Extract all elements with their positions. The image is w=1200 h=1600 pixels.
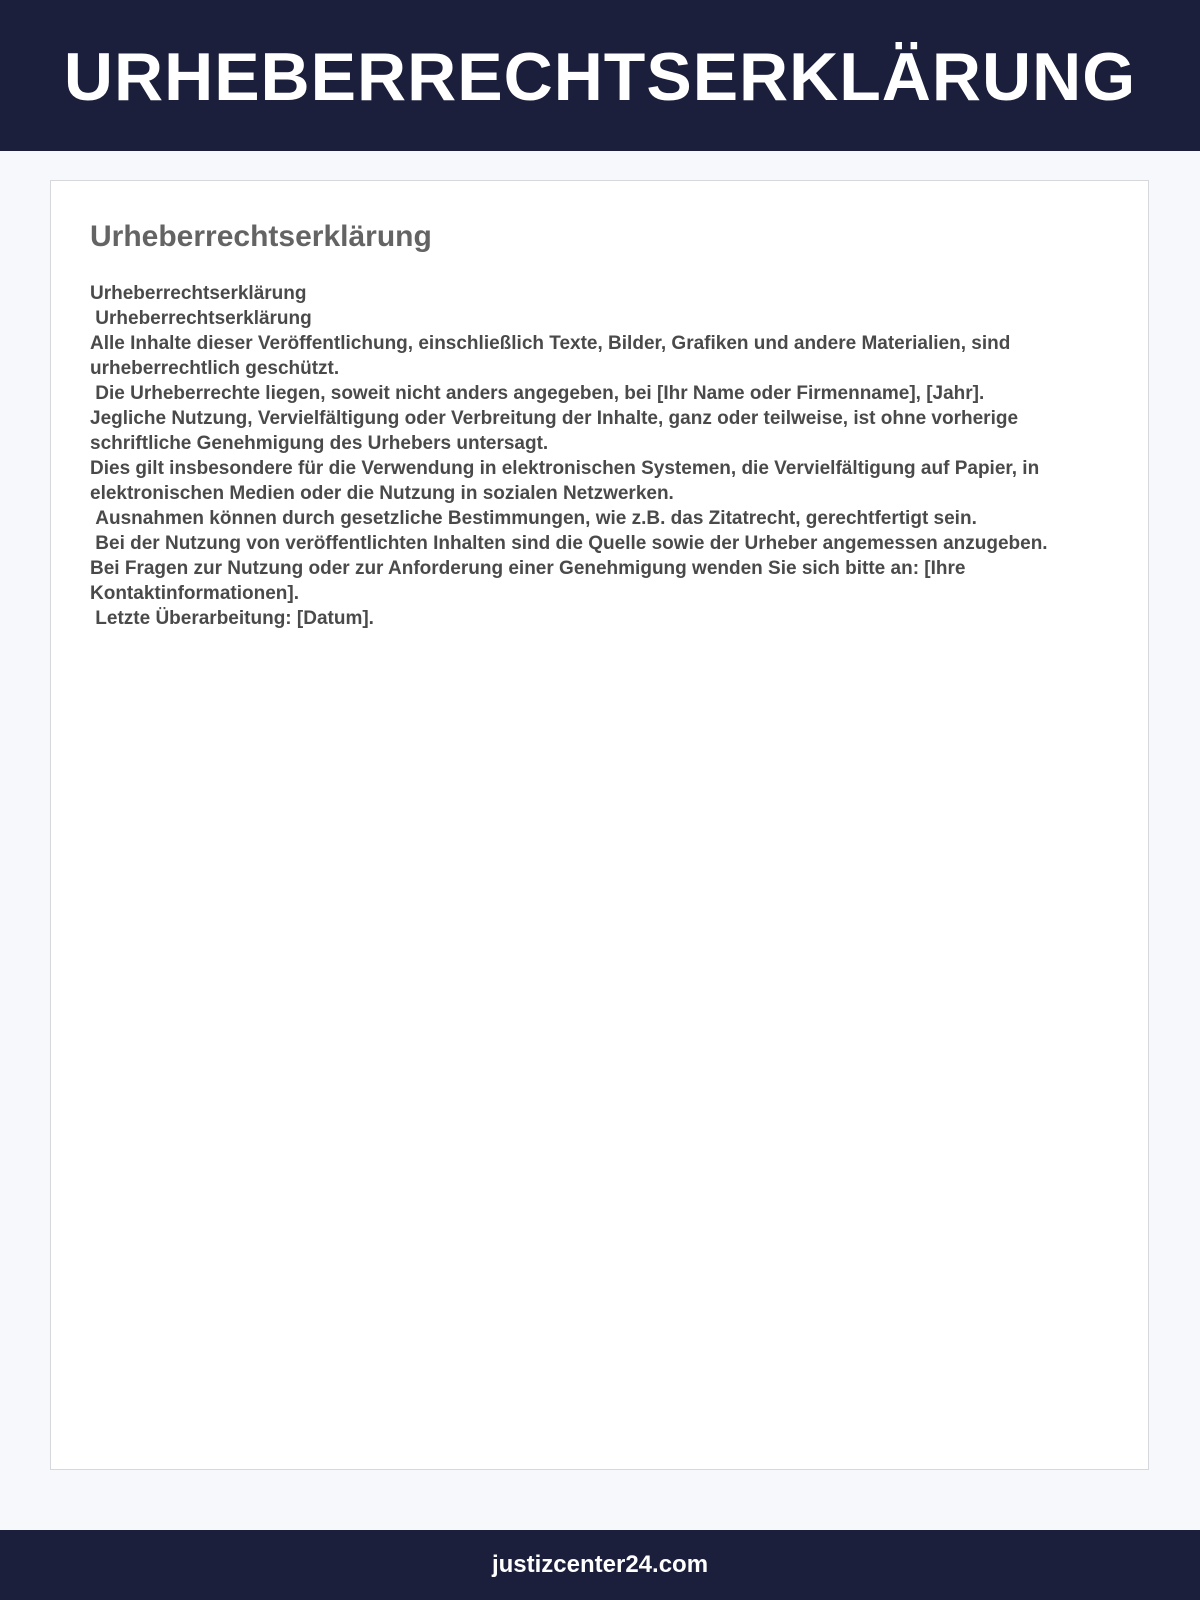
document-line: Urheberrechtserklärung — [90, 283, 307, 304]
document-body — [90, 281, 1120, 631]
document-line: Jegliche Nutzung, Vervielfältigung oder Verbreitung der Inhalte, ganz oder teilweise, ist ohne vorherige schriftliche Genehmigung des Urhebers untersagt. — [90, 408, 1024, 454]
document-card — [50, 180, 1149, 1470]
footer-site-name: justizcenter24.com — [491, 1551, 709, 1578]
document-line: Letzte Überarbeitung: [Datum]. — [90, 608, 374, 629]
document-line: Dies gilt insbesondere für die Verwendung in elektronischen Systemen, die Vervielfältigung auf Papier, in elektronischen Medien oder die Nutzung in sozialen Netzwerken. — [90, 458, 1045, 504]
document-line: Bei Fragen zur Nutzung oder zur Anforderung einer Genehmigung wenden Sie sich bitte an: [Ihre Kontaktinformationen]. — [90, 558, 971, 604]
header-banner — [0, 0, 1200, 151]
document-line: Urheberrechtserklärung — [90, 308, 312, 329]
document-heading: Urheberrechtserklärung — [90, 220, 432, 253]
document-line: Alle Inhalte dieser Veröffentlichung, einschließlich Texte, Bilder, Grafiken und andere Materialien, sind urheberrechtlich geschützt. — [90, 333, 1016, 379]
document-line: Ausnahmen können durch gesetzliche Bestimmungen, wie z.B. das Zitatrecht, gerechtfertigt sein. — [90, 508, 977, 529]
footer-banner — [0, 1530, 1200, 1600]
page-title: URHEBERRECHTSERKLÄRUNG — [63, 38, 1137, 115]
document-line: Bei der Nutzung von veröffentlichten Inhalten sind die Quelle sowie der Urheber angemessen anzugeben. — [90, 533, 1048, 554]
document-line: Die Urheberrechte liegen, soweit nicht anders angegeben, bei [Ihr Name oder Firmenname], [Jahr]. — [90, 383, 985, 404]
